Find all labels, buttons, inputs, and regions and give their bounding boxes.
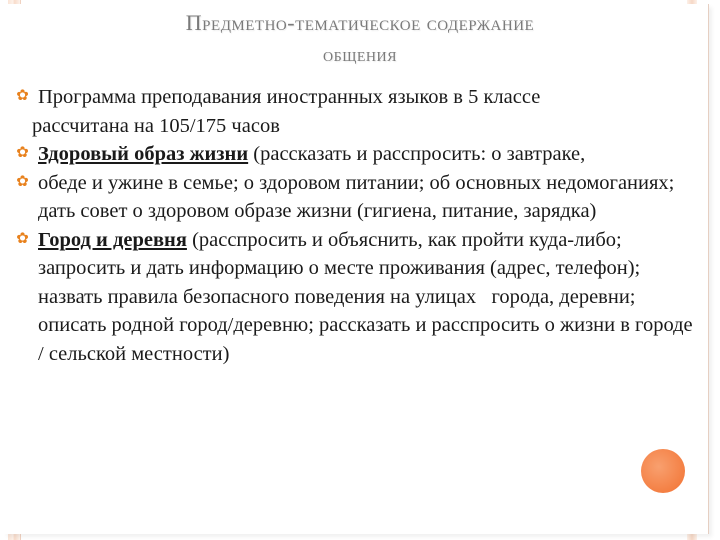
title-line-2: общения (323, 44, 397, 66)
flower-bullet-icon: ✿ (16, 145, 29, 161)
flower-bullet-icon: ✿ (16, 230, 29, 247)
orange-circle-decoration (641, 449, 685, 493)
flower-bullet-icon: ✿ (16, 173, 29, 190)
title-line-1: Предметно-тематическое содержание (185, 10, 535, 35)
item-text: Программа преподавания иностранных языков в 5 классе (38, 86, 541, 108)
list-item (14, 226, 698, 369)
list-item (14, 140, 694, 169)
item-text: обеде и ужине в семье; о здоровом питании; об основных недомоганиях; дать совет о здоровом образе жизни (гигиена, питание, зарядка) (38, 171, 675, 222)
slide-title (60, 6, 660, 72)
item-text: (расспросить и объяснить, как пройти куда-либо; запросить и дать информацию о месте проживания (адрес, телефон); назвать правила безопасного поведения на улицах города, деревни; описать родной город/деревню; рассказать и расспросить о жизни в городе / сельской местности) (38, 228, 698, 365)
flower-bullet-icon: ✿ (16, 88, 29, 104)
item-text: (рассказать и расспросить: о завтраке, (248, 143, 586, 165)
item-heading: Город и деревня (38, 228, 187, 251)
item-heading: Здоровый образ жизни (38, 143, 249, 165)
slide-content (14, 83, 698, 368)
list-item (14, 83, 694, 112)
list-item (14, 169, 694, 226)
list-item-continuation: рассчитана на 105/175 часов (32, 114, 280, 137)
